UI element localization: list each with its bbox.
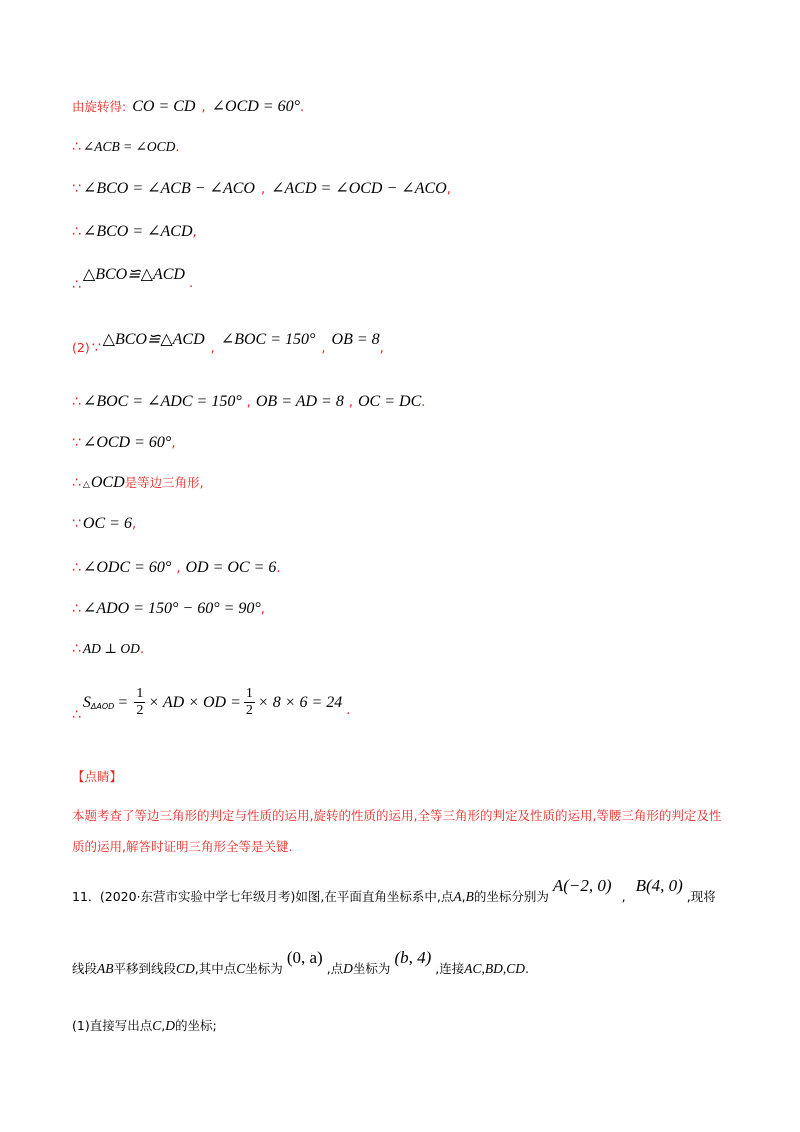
separator: ,	[210, 341, 215, 356]
dianjing-heading: 【点睛】	[72, 769, 123, 784]
separator: ,	[192, 225, 197, 240]
segment-cd: CD	[176, 961, 195, 976]
q11-sub-question-1	[72, 1016, 217, 1034]
solution-line-3	[72, 178, 451, 198]
therefore-symbol: ∴	[72, 475, 81, 491]
math-acb-ocd: ∠ACB = ∠OCD	[82, 139, 176, 154]
denominator: 2	[136, 703, 144, 718]
numerator: 1	[245, 686, 253, 701]
math-oc-6: OC = 6	[82, 515, 132, 532]
q11-text: 坐标为	[245, 961, 283, 976]
q11-text-2: 的坐标分别为	[473, 889, 549, 904]
point-c-label: C	[152, 1018, 162, 1033]
math-odc-60: ∠ODC = 60°	[82, 559, 172, 576]
point-d-label: D	[343, 961, 353, 976]
separator: .	[139, 642, 145, 657]
solution-line-7	[72, 391, 425, 411]
separator: ,	[260, 602, 265, 617]
math-angle-boc: ∠BOC = 150°	[220, 331, 316, 348]
denominator: 2	[245, 703, 253, 718]
solution-line-13	[72, 641, 144, 657]
math-acd-diff: ∠ACD = ∠OCD − ∠ACO	[271, 180, 447, 197]
sub-question-text: (1)直接写出点	[72, 1018, 153, 1033]
solution-line-9	[72, 473, 204, 492]
solution-line-12	[72, 598, 265, 618]
point-d-label: D	[165, 1018, 175, 1033]
area-symbol: S	[82, 693, 91, 711]
coord-d: (b, 4)	[394, 948, 432, 967]
therefore-symbol: ∴	[72, 601, 81, 617]
therefore-symbol: ∴	[72, 706, 81, 723]
separator: ,	[379, 341, 384, 356]
math-congruent: △BCO≌△ACD	[82, 266, 185, 283]
q11-text-1: (2020·东营市实验中学七年级月考)如图,在平面直角坐标系中,点	[99, 889, 454, 904]
math-ado: ∠ADO = 150° − 60° = 90°	[82, 600, 261, 617]
math-congruent: △BCO≌△ACD	[102, 331, 205, 348]
q11-text: ,其中点	[194, 961, 237, 976]
solution-line-5	[72, 264, 194, 293]
math-od-oc: OD = OC = 6	[185, 559, 277, 576]
connections: AC,BD,CD	[464, 961, 525, 976]
therefore-symbol: ∴	[72, 224, 81, 240]
math-area-result: × 8 × 6 = 24	[257, 693, 343, 711]
math-angle-ocd: ∠OCD = 60°	[211, 98, 300, 115]
math-ob: OB = 8	[331, 331, 380, 348]
q11-text: ,连接	[435, 961, 465, 976]
separator: .	[300, 100, 305, 115]
math-co-cd: CO = CD	[132, 98, 196, 115]
separator: ,	[461, 889, 466, 904]
question-number: 11.	[72, 889, 92, 904]
because-symbol: ∵	[72, 181, 81, 197]
separator: ,	[161, 1018, 166, 1033]
solution-line-10	[72, 515, 136, 533]
therefore-symbol: ∴	[72, 560, 81, 576]
separator: ,	[131, 517, 137, 532]
point-a-label: A	[453, 889, 462, 904]
q11-line-1	[72, 876, 716, 906]
triangle-icon: △	[82, 480, 90, 490]
therefore-symbol: ∴	[72, 641, 81, 657]
separator: ,	[201, 100, 206, 115]
part-2-label: (2)	[72, 340, 90, 355]
fraction-half	[134, 686, 145, 719]
numerator: 1	[136, 686, 144, 701]
math-boc-adc: ∠BOC = ∠ADC = 150°	[82, 393, 242, 410]
math-bco-acd: ∠BCO = ∠ACD	[82, 223, 193, 240]
separator: ,	[260, 182, 266, 197]
therefore-symbol: ∴	[72, 277, 81, 293]
solution-line-6	[72, 329, 384, 356]
equilateral-text: 是等边三角形,	[124, 475, 204, 490]
dianjing-text: 本题考查了等边三角形的判定与性质的运用,旋转的性质的运用,全等三角形的判定及性质的运用,等腰三角形的判定及性质的运用,解答时证明三角形全等是关键.	[72, 808, 722, 854]
q11-line-2	[72, 948, 529, 978]
therefore-symbol: ∴	[72, 394, 81, 410]
q11-text-3: ,现将	[686, 889, 716, 904]
because-symbol: ∵	[72, 516, 81, 532]
math-ocd-60: ∠OCD = 60°	[82, 434, 172, 451]
q11-text: 线段	[72, 961, 98, 976]
math-oc-dc: OC = DC	[357, 393, 422, 410]
math-ob-ad: OB = AD = 8	[255, 393, 344, 410]
separator: ,	[446, 182, 451, 197]
math-ocd: OCD	[90, 474, 125, 491]
separator: .	[175, 140, 180, 155]
solution-line-2	[72, 139, 180, 155]
solution-line-14	[72, 686, 351, 723]
q11-text: ,点	[326, 961, 344, 976]
q11-text: 平移到线段	[113, 961, 177, 976]
q11-text: 坐标为	[352, 961, 391, 976]
separator: .	[421, 395, 426, 410]
separator: .	[276, 561, 281, 576]
separator: ,	[246, 395, 251, 410]
separator: ,	[176, 561, 181, 576]
solution-line-11	[72, 557, 281, 577]
solution-line-4	[72, 221, 197, 241]
area-subscript: ΔAOD	[90, 702, 115, 711]
segment-ab: AB	[97, 961, 114, 976]
sub-question-text: 的坐标;	[174, 1018, 217, 1033]
point-c-label: C	[236, 961, 246, 976]
solution-line-8	[72, 432, 175, 452]
separator: ,	[171, 436, 176, 451]
separator: ,	[321, 341, 326, 356]
coord-c: (0, a)	[286, 948, 323, 967]
math-bco-diff: ∠BCO = ∠ACB − ∠ACO	[82, 180, 255, 197]
separator: .	[346, 703, 351, 718]
math-area-expr: × AD × OD =	[148, 693, 241, 711]
equals-sign: =	[118, 693, 128, 711]
separator: ,	[348, 395, 353, 410]
because-symbol: ∵	[91, 340, 101, 356]
math-ad-perp-od: AD ⊥ OD	[82, 641, 140, 656]
solution-line-1	[72, 96, 304, 116]
separator: ,	[621, 889, 626, 904]
fraction-half	[244, 686, 255, 719]
coord-a: A(−2, 0)	[552, 876, 612, 895]
rotation-label: 由旋转得:	[72, 99, 127, 114]
point-b-label: B	[465, 889, 474, 904]
because-symbol: ∵	[72, 435, 81, 451]
q11-text: .	[525, 961, 529, 976]
therefore-symbol: ∴	[72, 139, 81, 155]
separator: .	[188, 276, 194, 291]
coord-b: B(4, 0)	[635, 876, 683, 895]
